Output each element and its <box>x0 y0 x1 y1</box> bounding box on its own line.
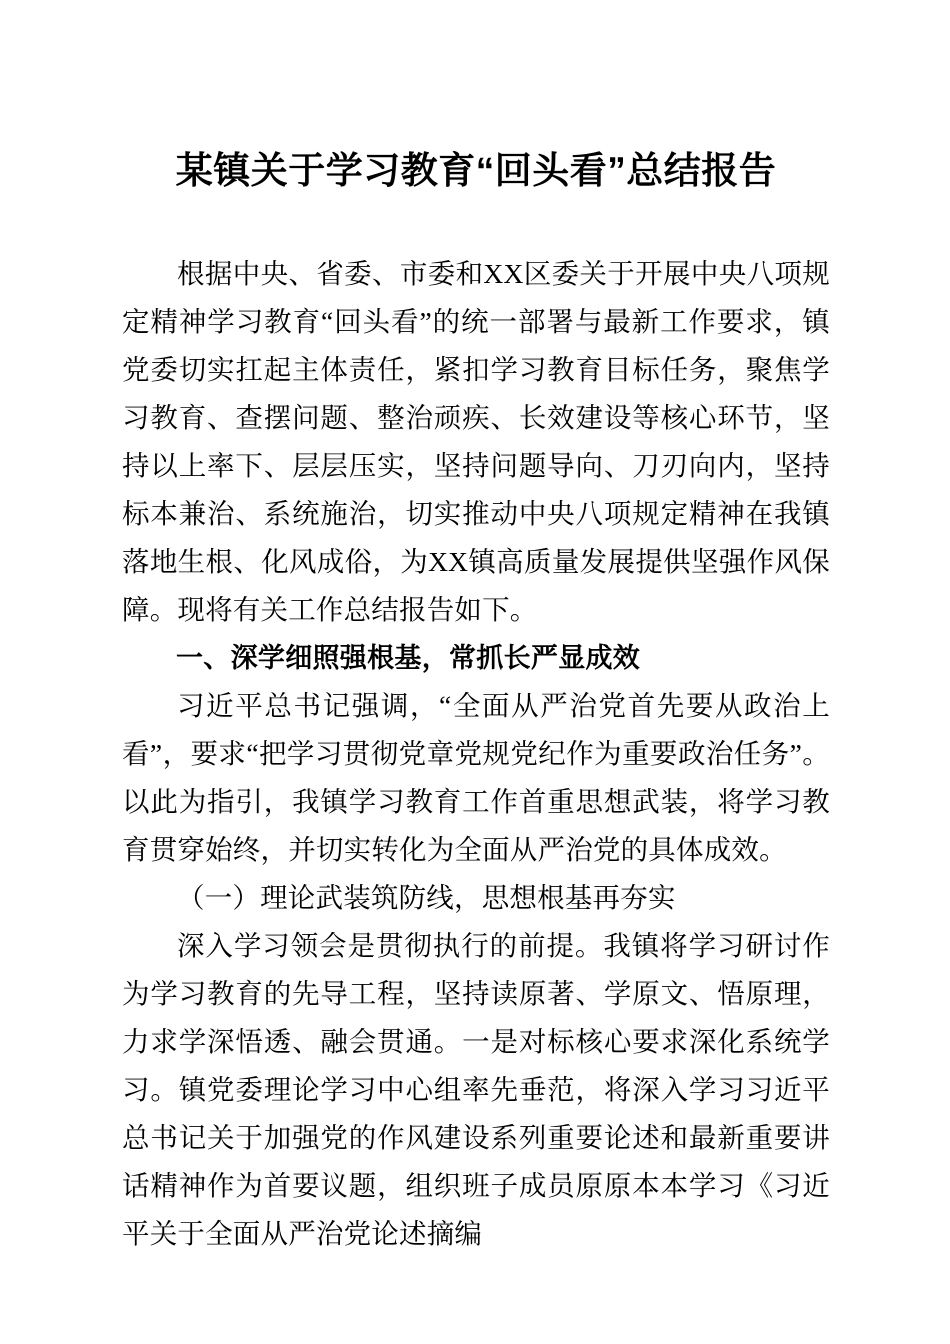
document-body <box>122 140 830 1258</box>
paragraph-section1-1-body: 深入学习领会是贯彻执行的前提。我镇将学习研讨作为学习教育的先导工程，坚持读原著、学原文、悟原理，力求学深悟透、融会贯通。一是对标核心要求深化系统学习。镇党委理论学习中心组率先垂范，将深入学习习近平总书记关于加强党的作风建设系列重要论述和最新重要讲话精神作为首要议题，组织班子成员原原本本学习《习近平关于全面从严治党论述摘编 <box>122 930 830 1249</box>
page-title: 某镇关于学习教育“回头看”总结报告 <box>175 150 777 191</box>
title-spacer <box>122 208 830 250</box>
paragraph-section1-intro: 习近平总书记强调，“全面从严治党首先要从政治上看”，要求“把学习贯彻党章党规党纪作为重要政治任务”。以此为指引，我镇学习教育工作首重思想武装，将学习教育贯穿始终，并切实转化为全面从严治党的具体成效。 <box>122 690 830 865</box>
sub-heading-1-1: （一）理论武装筑防线，思想根基再夯实 <box>177 882 676 913</box>
paragraph-intro: 根据中央、省委、市委和XX区委关于开展中央八项规定精神学习教育“回头看”的统一部署与最新工作要求，镇党委切实扛起主体责任，紧扣学习教育目标任务，聚焦学习教育、查摆问题、整治顽疾、长效建设等核心环节，坚持以上率下、层层压实，坚持问题导向、刀刃向内，坚持标本兼治、系统施治，切实推动中央八项规定精神在我镇落地生根、化风成俗，为XX镇高质量发展提供坚强作风保障。现将有关工作总结报告如下。 <box>122 258 830 625</box>
section-heading-1: 一、深学细照强根基，常抓长严显成效 <box>176 643 641 673</box>
